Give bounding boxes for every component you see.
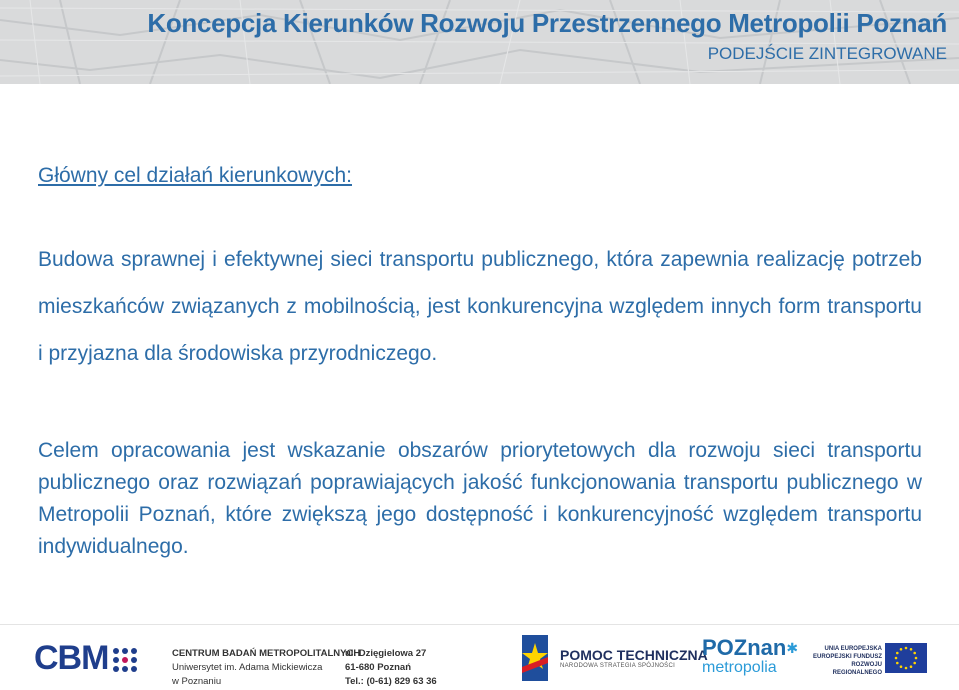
cbm-logo: CBM	[34, 639, 109, 677]
eu-flag-icon	[885, 643, 927, 673]
pomoc-techniczna-logo	[560, 647, 708, 669]
footer-logos	[0, 624, 959, 690]
pomoc-title: POMOC TECHNICZNA	[560, 647, 708, 663]
institution-name: CENTRUM BADAŃ METROPOLITALNYCH	[172, 648, 361, 659]
poznan-metropolia-logo	[702, 637, 798, 677]
eu-line-3: ROZWOJU REGIONALNEGO	[832, 662, 882, 676]
asterisk-star-icon: ✱	[786, 640, 799, 656]
goal-paragraph: Budowa sprawnej i efektywnej sieci transportu publicznego, która zapewnia realizację potrzeb mieszkańców związanych z mobilnością, jest konkurencyjna względem innych form transportu i przyjazna dla środowiska przyrodniczego.	[38, 248, 922, 365]
header-banner	[0, 0, 959, 84]
goal-heading: Główny cel działań kierunkowych:	[38, 164, 352, 187]
cbm-dot-grid-icon	[112, 647, 140, 673]
address-street: ul. Dzięgielowa 27	[345, 648, 427, 659]
address-phone: Tel.: (0-61) 829 63 36	[345, 676, 437, 687]
address-city: 61-680 Poznań	[345, 662, 411, 673]
eu-fund-text	[806, 645, 882, 677]
purpose-paragraph: Celem opracowania jest wskazanie obszarów priorytetowych dla rozwoju sieci transportu publicznego oraz rozwiązań poprawiających jakość funkcjonowania transportu publicznego w Metropolii Poznań, które zwiększą jego dostępność i konkurencyjność względem transportu indywidualnego.	[38, 439, 922, 558]
eu-line-2: EUROPEJSKI FUNDUSZ	[812, 654, 882, 660]
poznan-logo-top: POZnan	[702, 635, 787, 660]
presentation-subtitle: PODEJŚCIE ZINTEGROWANE	[707, 44, 947, 63]
presentation-title: Koncepcja Kierunków Rozwoju Przestrzennego Metropolii Poznań	[147, 8, 947, 38]
poznan-logo-bottom: metropolia	[702, 659, 777, 676]
institution-info	[172, 647, 360, 689]
university-city: w Poznaniu	[172, 676, 222, 687]
eu-line-1: UNIA EUROPEJSKA	[824, 646, 882, 652]
kapital-ludzki-star-icon	[520, 633, 550, 683]
address-info	[345, 647, 437, 689]
university-name: Uniwersytet im. Adama Mickiewicza	[172, 662, 323, 673]
pomoc-subtitle: NARODOWA STRATEGIA SPÓJNOŚCI	[560, 663, 676, 669]
